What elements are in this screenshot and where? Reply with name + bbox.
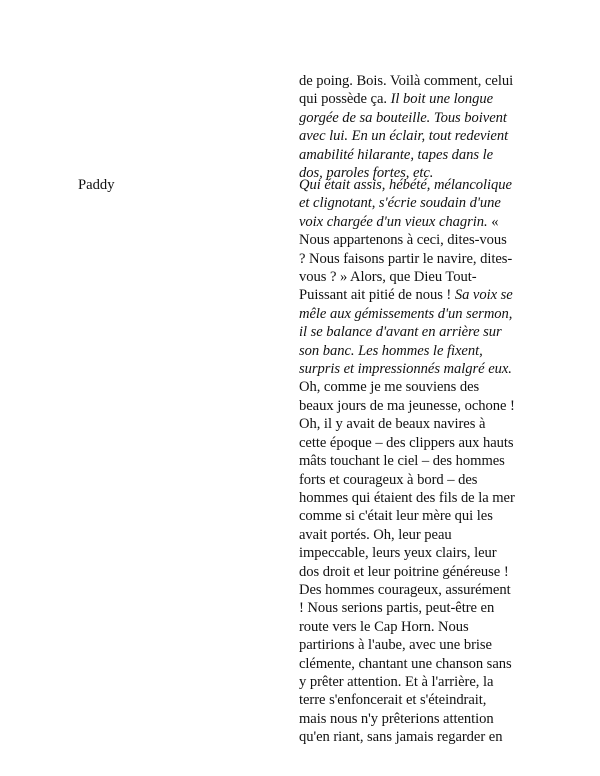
text-line — [299, 127, 537, 145]
text-segment: comme si c'était leur mère qui les — [299, 508, 493, 525]
italic-text-segment: Il boit une longue — [390, 91, 494, 108]
dialogue-block — [299, 176, 537, 747]
text-line — [299, 231, 537, 249]
text-line — [299, 90, 537, 108]
text-line — [299, 563, 537, 581]
text-segment: Des hommes courageux, assurément — [299, 581, 511, 598]
text-segment: « — [487, 213, 499, 230]
italic-text-segment: mêle aux gémissements d'un sermon, — [299, 305, 513, 322]
text-line — [299, 342, 537, 360]
text-line — [299, 397, 537, 415]
italic-text-segment: amabilité hilarante, tapes dans le — [299, 146, 494, 163]
text-line — [299, 507, 537, 525]
italic-text-segment: gorgée de sa bouteille. Tous boivent — [299, 109, 507, 126]
text-line — [299, 618, 537, 636]
italic-text-segment: Sa voix se — [454, 287, 513, 304]
text-segment: Puissant ait pitié de nous ! — [299, 287, 455, 304]
text-line — [299, 109, 537, 127]
text-segment: cette époque – des clippers aux hauts — [299, 434, 514, 451]
text-line — [299, 415, 537, 433]
text-segment: clémente, chantant une chanson sans — [299, 655, 512, 672]
text-line — [299, 194, 537, 212]
text-segment: de poing. Bois. Voilà comment, celui — [299, 73, 514, 89]
text-line — [299, 146, 537, 164]
text-segment: avait portés. Oh, leur peau — [299, 526, 452, 543]
text-line — [299, 691, 537, 709]
text-segment: mâts touchant le ciel – des hommes — [299, 453, 505, 470]
text-line — [299, 655, 537, 673]
text-segment: vous ? » Alors, que Dieu Tout- — [299, 269, 477, 286]
text-segment: qui possède ça. — [299, 91, 391, 108]
text-segment: partirions à l'aube, avec une brise — [299, 637, 492, 654]
text-line — [299, 728, 537, 746]
text-line — [299, 378, 537, 396]
text-segment: ! Nous serions partis, peut-être en — [299, 600, 495, 617]
text-segment: beaux jours de ma jeunesse, ochone ! — [299, 397, 515, 414]
text-line — [299, 673, 537, 691]
text-segment: hommes qui étaient des fils de la mer — [299, 489, 515, 506]
text-segment: dos droit et leur poitrine généreuse ! — [299, 563, 509, 580]
text-segment: Nous appartenons à ceci, dites-vous — [299, 232, 507, 249]
italic-text-segment: avec lui. En un éclair, tout redevient — [299, 128, 509, 145]
text-segment: forts et courageux à bord – des — [299, 471, 478, 488]
text-line — [299, 581, 537, 599]
text-line — [299, 213, 537, 231]
text-line — [299, 544, 537, 562]
speaker-name: Paddy — [78, 177, 115, 193]
text-line — [299, 268, 537, 286]
stage-direction-block — [299, 72, 537, 182]
text-line — [299, 710, 537, 728]
text-segment: impeccable, leurs yeux clairs, leur — [299, 545, 497, 562]
text-segment: Oh, comme je me souviens des — [299, 379, 480, 396]
italic-text-segment: il se balance d'avant en arrière sur — [299, 324, 502, 341]
text-segment: route vers le Cap Horn. Nous — [299, 618, 469, 635]
italic-text-segment: voix chargée d'un vieux chagrin. — [299, 213, 488, 230]
italic-text-segment: surpris et impressionnés malgré eux. — [299, 361, 512, 378]
text-segment: terre s'enfoncerait et s'éteindrait, — [299, 692, 487, 709]
italic-text-segment: et clignotant, s'écrie soudain d'une — [299, 195, 501, 212]
text-line — [299, 286, 537, 304]
italic-text-segment: dos, paroles fortes, etc. — [299, 165, 434, 182]
text-segment: mais nous n'y prêterions attention — [299, 710, 494, 727]
text-line — [299, 72, 537, 90]
text-line — [299, 636, 537, 654]
text-segment: Oh, il y avait de beaux navires à — [299, 416, 486, 433]
text-segment: ? Nous faisons partir le navire, dites- — [299, 250, 513, 267]
text-line — [299, 323, 537, 341]
text-line — [299, 434, 537, 452]
text-line — [299, 305, 537, 323]
text-segment: qu'en riant, sans jamais regarder en — [299, 729, 503, 746]
text-line — [299, 176, 537, 194]
text-line — [299, 489, 537, 507]
text-line — [299, 360, 537, 378]
text-line — [299, 526, 537, 544]
text-line — [299, 471, 537, 489]
text-line — [299, 250, 537, 268]
italic-text-segment: son banc. Les hommes le fixent, — [299, 342, 483, 359]
italic-text-segment: Qui était assis, hébété, mélancolique — [299, 177, 512, 193]
text-line — [299, 452, 537, 470]
text-segment: y prêter attention. Et à l'arrière, la — [299, 673, 494, 690]
text-line — [299, 599, 537, 617]
